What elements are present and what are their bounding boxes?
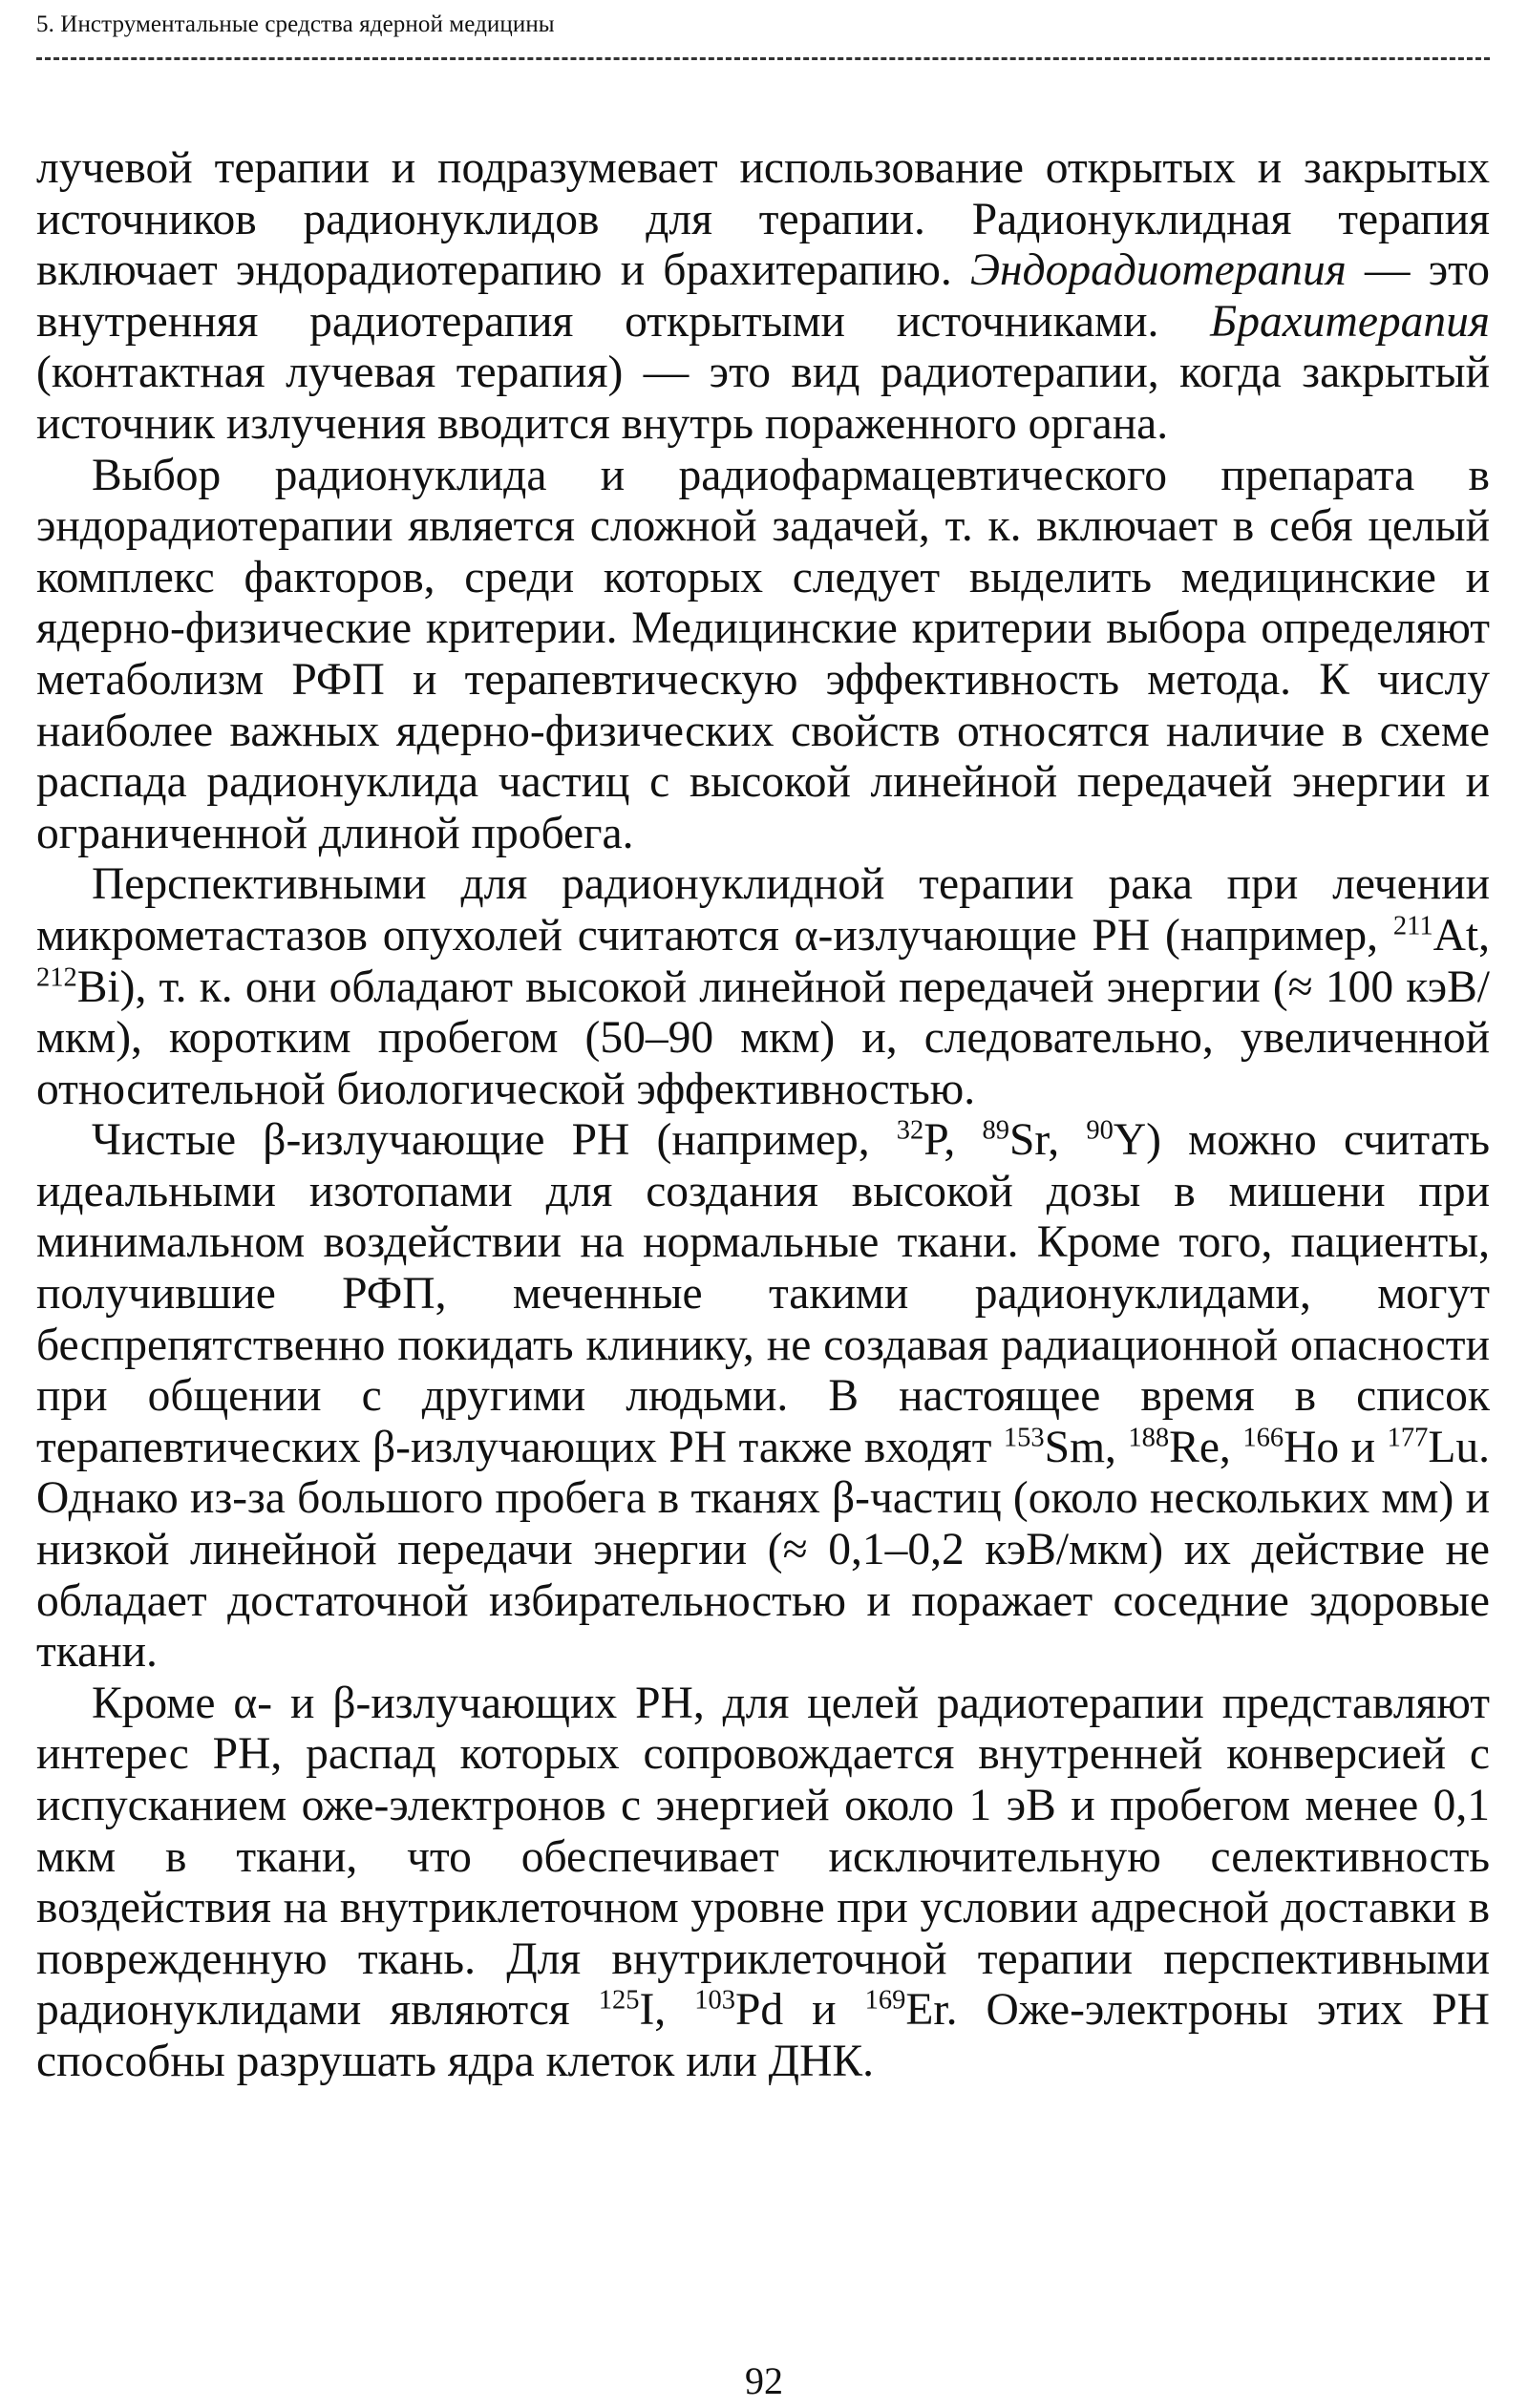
- text-run: Pd и: [734, 1985, 865, 2036]
- mass-number: 103: [694, 1985, 735, 2016]
- text-run: Sm,: [1044, 1422, 1129, 1472]
- mass-number: 188: [1128, 1423, 1170, 1453]
- body-text: [36, 143, 1490, 2088]
- text-run: I,: [639, 1985, 695, 2036]
- text-run: Ho и: [1284, 1422, 1388, 1472]
- paragraph-beta-emitters: [36, 1115, 1490, 1679]
- paragraph-alpha-emitters: [36, 859, 1490, 1115]
- header-divider: [36, 57, 1490, 60]
- mass-number: 32: [896, 1115, 924, 1146]
- text-run: Кроме α- и β-излучающих РН, для целей радиотерапии представляют интерес РН, распад которых сопровождается внутренней конверсией с испусканием оже-электронов с энергией около 1 эВ и пробегом менее 0,1 мкм в ткани, что обеспечивает исключительную селективность воздействия на внутриклеточном уровне при условии адресной доставки в поврежденную ткань. Для внутриклеточной терапии перспективными радионуклидами являются: [36, 1678, 1490, 2036]
- text-run: At,: [1432, 910, 1490, 961]
- text-run: лучевой терапии и подразумевает использование открытых и закрытых источников радионуклидов для терапии. Радионуклидная терапия включает эндорадиотерапию и брахитерапию.: [36, 143, 1490, 296]
- mass-number: 125: [598, 1985, 640, 2016]
- paragraph-auger-emitters: [36, 1679, 1490, 2088]
- mass-number: 211: [1392, 911, 1433, 941]
- text-run: (контактная лучевая терапия) — это вид радиотерапии, когда закрытый источник излучения вводится внутрь пораженного органа.: [36, 348, 1490, 449]
- running-header: 5. Инструментальные средства ядерной медицины: [36, 11, 555, 37]
- mass-number: 153: [1003, 1423, 1045, 1453]
- paragraph-radionuclide-therapy: [36, 143, 1490, 451]
- mass-number: 90: [1086, 1115, 1114, 1146]
- mass-number: 89: [982, 1115, 1009, 1146]
- text-run: Er. Оже-электроны этих РН способны разрушать ядра клеток или ДНК.: [36, 1985, 1490, 2086]
- paragraph-radionuclide-choice: Выбор радионуклида и радиофармацевтического препарата в эндорадиотерапии является сложной задачей, т. к. включает в себя целый комплекс факторов, среди которых следует выделить медицинские и ядерно-физические критерии. Медицинские критерии выбора определяют метаболизм РФП и терапевтическую эффективность метода. К числу наиболее важных ядерно-физических свойств относятся наличие в схеме распада радионуклида частиц с высокой линейной передачей энергии и ограниченной длиной пробега.: [36, 450, 1490, 858]
- text-run: Y) можно считать идеальными изотопами для создания высокой дозы в мишени при минимальном воздействии на нормальные ткани. Кроме того, пациенты, получившие РФП, меченные такими радионуклидами, могут беспрепятственно покидать клинику, не создавая радиационной опасности при общении с другими людьми. В настоящее время в список терапевтических β-излучающих РН также входят: [36, 1115, 1490, 1472]
- mass-number: 177: [1387, 1423, 1429, 1453]
- text-run: Чистые β-излучающие РН (например,: [92, 1115, 897, 1166]
- text-run: Lu. Однако из-за большого пробега в тканях β-частиц (около нескольких мм) и низкой линейной передачи энергии (≈ 0,1–0,2 кэВ/мкм) их действие не обладает достаточной избирательностью и поражает соседние здоровые ткани.: [36, 1422, 1490, 1678]
- text-run: Bi), т. к. они обладают высокой линейной передачей энергии (≈ 100 кэВ/мкм), коротким пробегом (50–90 мкм) и, следовательно, увеличенной относительной биологической эффективностью.: [36, 961, 1490, 1114]
- text-run: P,: [923, 1115, 983, 1166]
- mass-number: 169: [864, 1985, 906, 2016]
- page-number: 92: [745, 2359, 783, 2402]
- term-brachytherapy: Брахитерапия: [1210, 296, 1490, 347]
- term-endoradiotherapy: Эндорадиотерапия: [969, 245, 1347, 296]
- text-run: Sr,: [1008, 1115, 1087, 1166]
- text-run: Перспективными для радионуклидной терапии рака при лечении микрометастазов опухолей считаются α-излучающие РН (например,: [36, 859, 1490, 961]
- mass-number: 166: [1242, 1423, 1284, 1453]
- text-run: Re,: [1169, 1422, 1243, 1472]
- text-run: — это внутренняя радиотерапия открытыми источниками.: [36, 245, 1490, 347]
- mass-number: 212: [36, 961, 77, 992]
